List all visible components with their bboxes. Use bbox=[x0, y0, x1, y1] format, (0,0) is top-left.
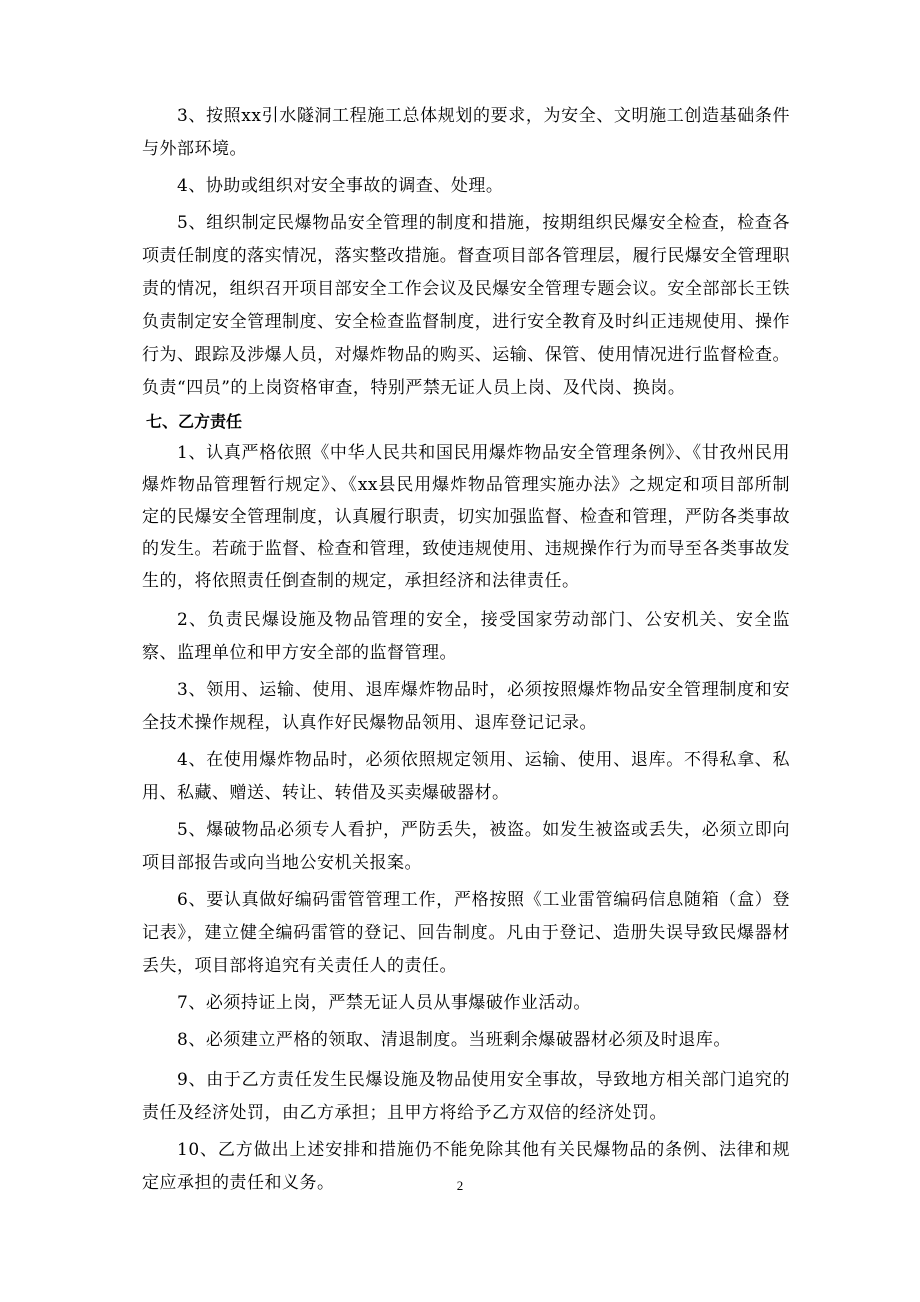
clause-b-1: 1、认真严格依照《中华人民共和国民用爆炸物品安全管理条例》、《甘孜州民用爆炸物品管理暂行规定》、《xx县民用爆炸物品管理实施办法》之规定和项目部所制定的民爆安全管理制度，认真履行职责，切实加强监督、检查和管理，严防各类事故的发生。若疏于监督、检查和管理，致使违规使用、违规操作行为而导至各类事故发生的，将依照责任倒查制的规定，承担经济和法律责任。 bbox=[142, 443, 790, 591]
clause-pre-3: 3、按照xx引水隧洞工程施工总体规划的要求，为安全、文明施工创造基础条件与外部环境。 bbox=[142, 106, 790, 159]
clause-b-6: 6、要认真做好编码雷管管理工作，严格按照《工业雷管编码信息随箱（盒）登记表》，建立健全编码雷管的登记、回告制度。凡由于登记、造册失误导致民爆器材丢失，项目部将追究有关责任人的责任。 bbox=[142, 890, 790, 976]
clause-b-8: 8、必须建立严格的领取、清退制度。当班剩余爆破器材必须及时退库。 bbox=[177, 1030, 731, 1050]
document-body bbox=[142, 100, 790, 1200]
clause-pre-4: 4、协助或组织对安全事故的调查、处理。 bbox=[177, 176, 504, 196]
clause-b-2: 2、负责民爆设施及物品管理的安全，接受国家劳动部门、公安机关、安全监察、监理单位和甲方安全部的监督管理。 bbox=[142, 610, 790, 663]
clause-pre-5: 5、组织制定民爆物品安全管理的制度和措施，按期组织民爆安全检查，检查各项责任制度的落实情况，落实整改措施。督查项目部各管理层，履行民爆安全管理职责的情况，组织召开项目部安全工作会议及民爆安全管理专题会议。安全部部长王铁负责制定安全管理制度、安全检查监督制度，进行安全教育及时纠正违规使用、操作行为、跟踪及涉爆人员，对爆炸物品的购买、运输、保管、使用情况进行监督检查。负责“四员”的上岗资格审查，特别严禁无证人员上岗、及代岗、换岗。 bbox=[142, 213, 790, 398]
page-number: 2 bbox=[456, 1178, 464, 1193]
section-heading-party-b: 七、乙方责任 bbox=[146, 412, 243, 431]
clause-b-9: 9、由于乙方责任发生民爆设施及物品使用安全事故，导致地方相关部门追究的责任及经济处罚，由乙方承担；且甲方将给予乙方双倍的经济处罚。 bbox=[142, 1070, 790, 1123]
clause-b-5: 5、爆破物品必须专人看护，严防丢失，被盗。如发生被盗或丢失，必须立即向项目部报告或向当地公安机关报案。 bbox=[142, 820, 790, 873]
clause-b-3: 3、领用、运输、使用、退库爆炸物品时，必须按照爆炸物品安全管理制度和安全技术操作规程，认真作好民爆物品领用、退库登记记录。 bbox=[142, 680, 790, 733]
clause-b-4: 4、在使用爆炸物品时，必须依照规定领用、运输、使用、退库。不得私拿、私用、私藏、赠送、转让、转借及买卖爆破器材。 bbox=[142, 750, 790, 803]
clause-b-10: 10、乙方做出上述安排和措施仍不能免除其他有关民爆物品的条例、法律和规定应承担的责任和义务。 bbox=[142, 1140, 790, 1193]
clause-b-7: 7、必须持证上岗，严禁无证人员从事爆破作业活动。 bbox=[177, 993, 591, 1013]
